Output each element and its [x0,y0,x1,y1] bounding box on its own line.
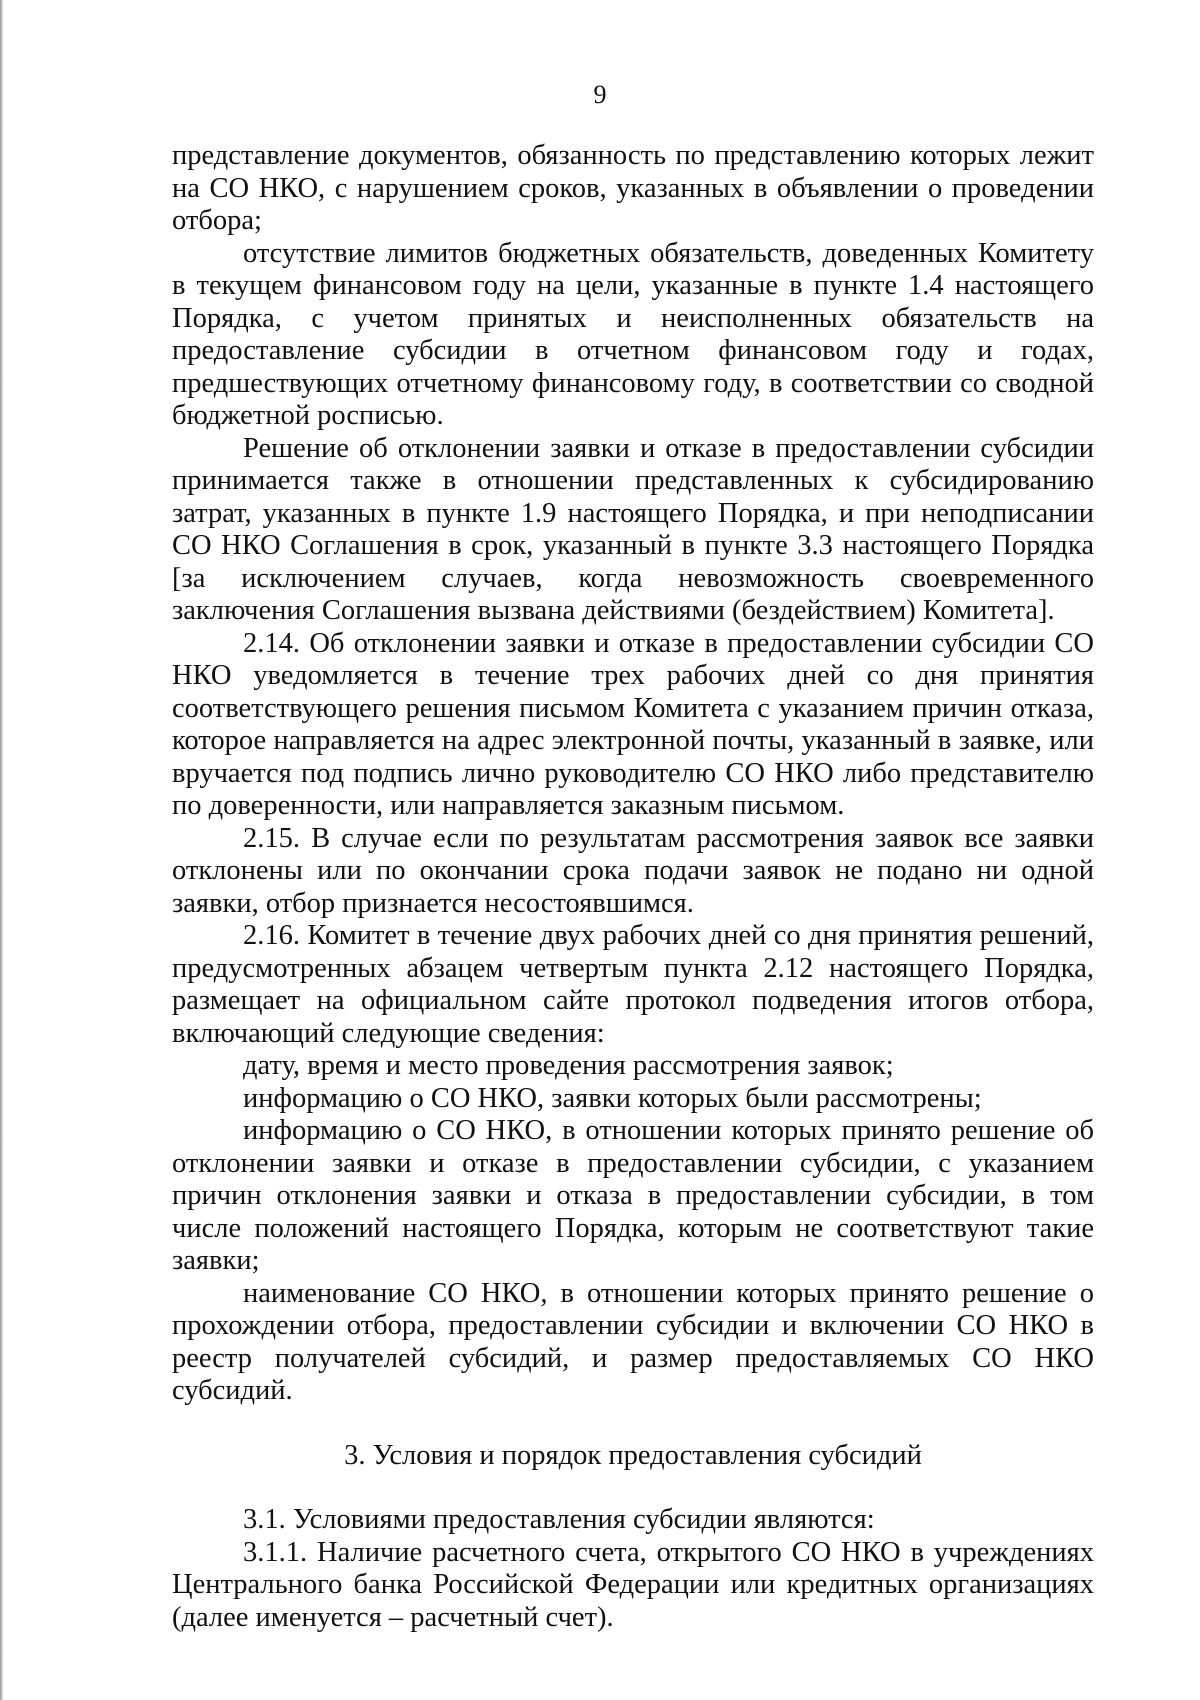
paragraph-clause-3-1: 3.1. Условиями предоставления субсидии являются: [243,1504,875,1535]
scan-edge [0,0,3,1700]
paragraph-budget-limits: отсутствие лимитов бюджетных обязательств, доведенных Комитету в текущем финансовом году на цели, указанные в пункте 1.4 настоящего Порядка, с учетом принятых и неисполненных обязательств на предоставление субсидии в отчетном финансовом году и годах, предшествующих отчетному финансовому году, в соответствии со сводной бюджетной росписью. [172,237,1094,431]
section-heading: 3. Условия и порядок предоставления субсидий [344,1439,922,1471]
document-body [172,140,1094,1634]
list-item-rejected-applications: информацию о СО НКО, в отношении которых принято решение об отклонении заявки и отказе в предоставлении субсидии, с указанием причин отклонения заявки и отказа в предоставлении субсидии, в том числе положений настоящего Порядка, которым не соответствуют такие заявки; [172,1115,1094,1276]
list-item-approved-recipients: наименование СО НКО, в отношении которых принято решение о прохождении отбора, предоставлении субсидии и включении СО НКО в реестр получателей субсидий, и размер предоставляемых СО НКО субсидий. [172,1277,1094,1406]
list-item-date-time-place: дату, время и место проведения рассмотрения заявок; [243,1050,894,1081]
paragraph-clause-2-15: 2.15. В случае если по результатам рассмотрения заявок все заявки отклонены или по окончании срока подачи заявок не подано ни одной заявки, отбор признается несостоявшимся. [172,822,1094,919]
paragraph-continuation: представление документов, обязанность по представлению которых лежит на СО НКО, с нарушением сроков, указанных в объявлении о проведении отбора; [172,140,1094,236]
paragraph-clause-3-1-1: 3.1.1. Наличие расчетного счета, открытого СО НКО в учреждениях Центрального банка Российской Федерации или кредитных организациях (далее именуется – расчетный счет). [172,1536,1094,1633]
paragraph-clause-2-16: 2.16. Комитет в течение двух рабочих дней со дня принятия решений, предусмотренных абзацем четвертым пункта 2.12 настоящего Порядка, размещает на официальном сайте протокол подведения итогов отбора, включающий следующие сведения: [172,920,1094,1049]
page-number: 9 [593,80,607,109]
list-item-reviewed-applications: информацию о СО НКО, заявки которых были рассмотрены; [243,1082,982,1114]
paragraph-clause-2-14: 2.14. Об отклонении заявки и отказе в предоставлении субсидии СО НКО уведомляется в течение трех рабочих дней со дня принятия соответствующего решения письмом Комитета с указанием причин отказа, которое направляется на адрес электронной почты, указанный в заявке, или вручается под подпись лично руководителю СО НКО либо представителю по доверенности, или направляется заказным письмом. [172,627,1094,821]
paragraph-rejection-decision: Решение об отклонении заявки и отказе в предоставлении субсидии принимается также в отношении представленных к субсидированию затрат, указанных в пункте 1.9 настоящего Порядка, и при неподписании СО НКО Соглашения в срок, указанный в пункте 3.3 настоящего Порядка [за исключением случаев, когда невозможность своевременного заключения Соглашения вызвана действиями (бездействием) Комитета]. [172,432,1094,626]
